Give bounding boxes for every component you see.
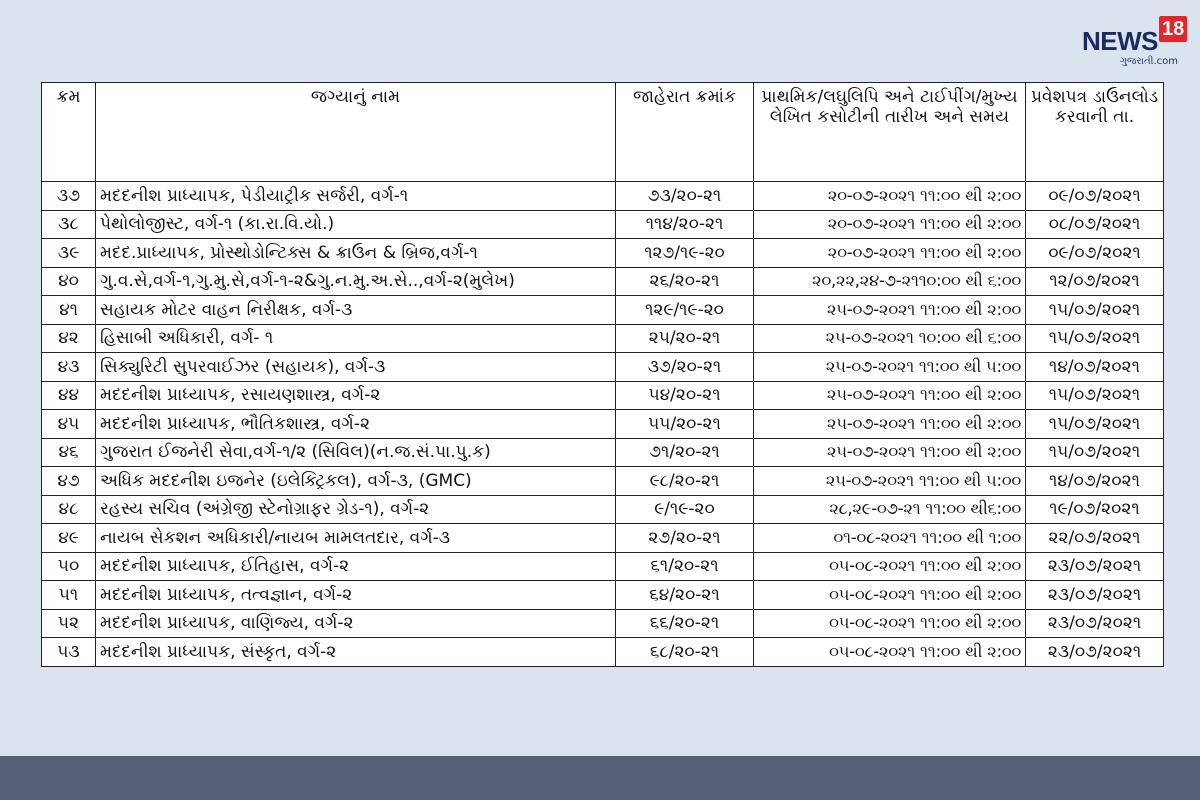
cell-post-name: મદદનીશ પ્રાધ્યાપક, ભૌતિકશાસ્ત્ર, વર્ગ-૨ (96, 410, 616, 439)
cell-sr: ૫૩ (42, 638, 96, 667)
cell-exam-date-time: ૦૧-૦૮-૨૦૨૧ ૧૧:૦૦ થી ૧:૦૦ (754, 524, 1026, 553)
cell-post-name: ગુજરાત ઈજનેરી સેવા,વર્ગ-૧/૨ (સિવિલ)(ન.જ.સં.પા.પુ.ક) (96, 438, 616, 467)
cell-call-letter-date: ૦૮/૦૭/૨૦૨૧ (1026, 210, 1164, 239)
table-row (42, 467, 1164, 496)
cell-sr: ૫૨ (42, 609, 96, 638)
table-row (42, 495, 1164, 524)
cell-call-letter-date: ૧૨/૦૭/૨૦૨૧ (1026, 267, 1164, 296)
table-row (42, 581, 1164, 610)
cell-call-letter-date: ૧૫/૦૭/૨૦૨૧ (1026, 381, 1164, 410)
cell-sr: ૪૪ (42, 381, 96, 410)
cell-sr: ૫૧ (42, 581, 96, 610)
cell-sr: ૩૮ (42, 210, 96, 239)
news18-logo (1082, 16, 1185, 70)
table-row (42, 324, 1164, 353)
cell-exam-date-time: ૨૦,૨૨,૨૪-૭-૨૧૧૦:૦૦ થી ૬:૦૦ (754, 267, 1026, 296)
table-row (42, 638, 1164, 667)
cell-exam-date-time: ૨૮,૨૯-૦૭-૨૧ ૧૧:૦૦ થી૬:૦૦ (754, 495, 1026, 524)
cell-sr: ૩૭ (42, 182, 96, 211)
cell-advt-number: ૫૪/૨૦-૨૧ (616, 381, 754, 410)
table-row (42, 524, 1164, 553)
cell-post-name: નાયબ સેકશન અધિકારી/નાયબ મામલતદાર, વર્ગ-૩ (96, 524, 616, 553)
table-row (42, 552, 1164, 581)
cell-call-letter-date: ૧૯/૦૭/૨૦૨૧ (1026, 495, 1164, 524)
table-row (42, 353, 1164, 382)
cell-exam-date-time: ૦૫-૦૮-૨૦૨૧ ૧૧:૦૦ થી ૨:૦૦ (754, 609, 1026, 638)
cell-advt-number: ૩૭/૨૦-૨૧ (616, 353, 754, 382)
cell-post-name: સહાયક મોટર વાહન નિરીક્ષક, વર્ગ-૩ (96, 296, 616, 325)
cell-post-name: અધિક મદદનીશ ઇજનેર (ઇલેક્ટ્રિકલ), વર્ગ-૩, (GMC) (96, 467, 616, 496)
cell-call-letter-date: ૨૨/૦૭/૨૦૨૧ (1026, 524, 1164, 553)
cell-sr: ૪૫ (42, 410, 96, 439)
table-row (42, 239, 1164, 268)
cell-call-letter-date: ૧૫/૦૭/૨૦૨૧ (1026, 410, 1164, 439)
cell-exam-date-time: ૦૫-૦૮-૨૦૨૧ ૧૧:૦૦ થી ૨:૦૦ (754, 581, 1026, 610)
header-call-letter-date: પ્રવેશપત્ર ડાઉનલોડ કરવાની તા. (1026, 83, 1164, 182)
cell-post-name: હિસાબી અધિકારી, વર્ગ- ૧ (96, 324, 616, 353)
cell-exam-date-time: ૨૫-૦૭-૨૦૨૧ ૧૧:૦૦ થી ૫:૦૦ (754, 467, 1026, 496)
table-row (42, 609, 1164, 638)
cell-call-letter-date: ૦૯/૦૭/૨૦૨૧ (1026, 239, 1164, 268)
cell-sr: ૪૮ (42, 495, 96, 524)
cell-post-name: ગુ.વ.સે,વર્ગ-૧,ગુ.મુ.સે,વર્ગ-૧-૨&ગુ.ન.મુ.અ.સે..,વર્ગ-૨(મુલેખ) (96, 267, 616, 296)
logo-number: 18 (1159, 16, 1187, 42)
footer-band (0, 756, 1200, 800)
table-row (42, 296, 1164, 325)
cell-sr: ૪૭ (42, 467, 96, 496)
cell-sr: ૪૦ (42, 267, 96, 296)
cell-exam-date-time: ૨૫-૦૭-૨૦૨૧ ૧૧:૦૦ થી ૫:૦૦ (754, 353, 1026, 382)
cell-exam-date-time: ૨૫-૦૭-૨૦૨૧ ૧૦:૦૦ થી ૬:૦૦ (754, 324, 1026, 353)
cell-advt-number: ૨૭/૨૦-૨૧ (616, 524, 754, 553)
cell-post-name: મદદનીશ પ્રાધ્યાપક, ઈતિહાસ, વર્ગ-૨ (96, 552, 616, 581)
cell-sr: ૫૦ (42, 552, 96, 581)
cell-post-name: મદદ.પ્રાધ્યાપક, પ્રોસ્થોડોન્ટિક્સ & ક્રાઉન & બ્રિજ,વર્ગ-૧ (96, 239, 616, 268)
cell-exam-date-time: ૨૫-૦૭-૨૦૨૧ ૧૧:૦૦ થી ૨:૦૦ (754, 296, 1026, 325)
cell-advt-number: ૬૪/૨૦-૨૧ (616, 581, 754, 610)
cell-advt-number: ૭૧/૨૦-૨૧ (616, 438, 754, 467)
table-body (42, 182, 1164, 667)
cell-post-name: પેથોલોજીસ્ટ, વર્ગ-૧ (કા.રા.વિ.યો.) (96, 210, 616, 239)
cell-post-name: મદદનીશ પ્રાધ્યાપક, તત્વજ્ઞાન, વર્ગ-૨ (96, 581, 616, 610)
header-advt-number: જાહેરાત ક્રમાંક (616, 83, 754, 182)
cell-post-name: રહસ્ય સચિવ (અંગ્રેજી સ્ટેનોગ્રાફર ગ્રેડ-૧), વર્ગ-૨ (96, 495, 616, 524)
table-header-row (42, 83, 1164, 182)
table-row (42, 210, 1164, 239)
cell-advt-number: ૬૮/૨૦-૨૧ (616, 638, 754, 667)
table-row (42, 267, 1164, 296)
cell-sr: ૪૩ (42, 353, 96, 382)
cell-advt-number: ૯/૧૯-૨૦ (616, 495, 754, 524)
table-row (42, 438, 1164, 467)
cell-advt-number: ૧૨૯/૧૯-૨૦ (616, 296, 754, 325)
table-row (42, 182, 1164, 211)
cell-exam-date-time: ૨૫-૦૭-૨૦૨૧ ૧૧:૦૦ થી ૨:૦૦ (754, 381, 1026, 410)
cell-exam-date-time: ૨૦-૦૭-૨૦૨૧ ૧૧:૦૦ થી ૨:૦૦ (754, 210, 1026, 239)
cell-exam-date-time: ૨૫-૦૭-૨૦૨૧ ૧૧:૦૦ થી ૨:૦૦ (754, 438, 1026, 467)
cell-advt-number: ૫૫/૨૦-૨૧ (616, 410, 754, 439)
cell-call-letter-date: ૦૯/૦૭/૨૦૨૧ (1026, 182, 1164, 211)
exam-schedule-table-wrap (41, 82, 1163, 667)
header-sr: ક્રમ (42, 83, 96, 182)
cell-call-letter-date: ૧૫/૦૭/૨૦૨૧ (1026, 296, 1164, 325)
cell-exam-date-time: ૨૫-૦૭-૨૦૨૧ ૧૧:૦૦ થી ૨:૦૦ (754, 410, 1026, 439)
cell-call-letter-date: ૧૪/૦૭/૨૦૨૧ (1026, 353, 1164, 382)
header-post-name: જગ્યાનું નામ (96, 83, 616, 182)
exam-schedule-table (41, 82, 1164, 667)
cell-call-letter-date: ૨૩/૦૭/૨૦૨૧ (1026, 609, 1164, 638)
logo-subtitle: ગુજરાતી.com (1119, 56, 1178, 67)
cell-advt-number: ૭૩/૨૦-૨૧ (616, 182, 754, 211)
logo-mark (1082, 16, 1185, 56)
table-row (42, 410, 1164, 439)
cell-sr: ૪૯ (42, 524, 96, 553)
cell-post-name: મદદનીશ પ્રાધ્યાપક, વાણિજ્ય, વર્ગ-૨ (96, 609, 616, 638)
cell-call-letter-date: ૧૪/૦૭/૨૦૨૧ (1026, 467, 1164, 496)
cell-exam-date-time: ૨૦-૦૭-૨૦૨૧ ૧૧:૦૦ થી ૨:૦૦ (754, 182, 1026, 211)
cell-post-name: મદદનીશ પ્રાધ્યાપક, રસાયણશાસ્ત્ર, વર્ગ-૨ (96, 381, 616, 410)
cell-advt-number: ૯૮/૨૦-૨૧ (616, 467, 754, 496)
cell-sr: ૪૧ (42, 296, 96, 325)
cell-post-name: સિક્યુરિટી સુપરવાઈઝર (સહાયક), વર્ગ-૩ (96, 353, 616, 382)
cell-call-letter-date: ૨૩/૦૭/૨૦૨૧ (1026, 638, 1164, 667)
cell-advt-number: ૨૬/૨૦-૨૧ (616, 267, 754, 296)
cell-advt-number: ૧૨૭/૧૯-૨૦ (616, 239, 754, 268)
cell-call-letter-date: ૨૩/૦૭/૨૦૨૧ (1026, 552, 1164, 581)
cell-exam-date-time: ૦૫-૦૮-૨૦૨૧ ૧૧:૦૦ થી ૨:૦૦ (754, 638, 1026, 667)
header-exam-date-time: પ્રાથમિક/લઘુલિપિ અને ટાઈપીંગ/મુખ્ય લેખિત કસોટીની તારીખ અને સમય (754, 83, 1026, 182)
cell-exam-date-time: ૨૦-૦૭-૨૦૨૧ ૧૧:૦૦ થી ૨:૦૦ (754, 239, 1026, 268)
cell-advt-number: ૨૫/૨૦-૨૧ (616, 324, 754, 353)
cell-sr: ૩૯ (42, 239, 96, 268)
cell-post-name: મદદનીશ પ્રાધ્યાપક, પેડીયાટ્રીક સર્જરી, વર્ગ-૧ (96, 182, 616, 211)
cell-advt-number: ૬૧/૨૦-૨૧ (616, 552, 754, 581)
cell-call-letter-date: ૨૩/૦૭/૨૦૨૧ (1026, 581, 1164, 610)
cell-advt-number: ૬૬/૨૦-૨૧ (616, 609, 754, 638)
cell-call-letter-date: ૧૫/૦૭/૨૦૨૧ (1026, 324, 1164, 353)
cell-exam-date-time: ૦૫-૦૮-૨૦૨૧ ૧૧:૦૦ થી ૨:૦૦ (754, 552, 1026, 581)
cell-call-letter-date: ૧૫/૦૭/૨૦૨૧ (1026, 438, 1164, 467)
cell-sr: ૪૬ (42, 438, 96, 467)
logo-word: NEWS (1082, 26, 1158, 56)
cell-post-name: મદદનીશ પ્રાધ્યાપક, સંસ્કૃત, વર્ગ-૨ (96, 638, 616, 667)
cell-advt-number: ૧૧૪/૨૦-૨૧ (616, 210, 754, 239)
table-row (42, 381, 1164, 410)
cell-sr: ૪૨ (42, 324, 96, 353)
